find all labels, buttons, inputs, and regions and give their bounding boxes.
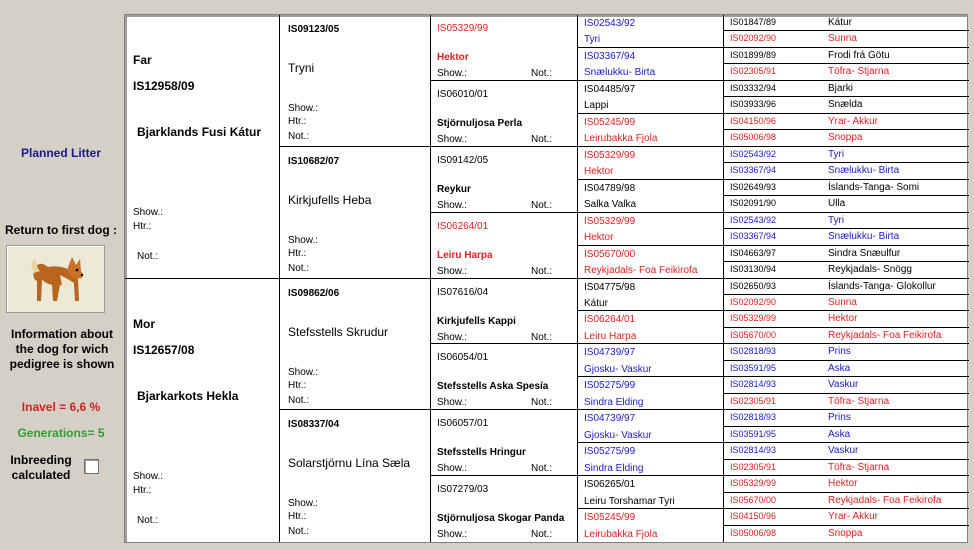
gen4-cell[interactable] [578,81,723,114]
cell-text: IS06010/01 [437,88,489,100]
gen4-cell[interactable] [578,15,723,48]
cell-text: Not.: [531,265,553,277]
cell-text: IS02543/92 [730,214,777,225]
cell-text: IS07279/03 [437,484,489,496]
cell-text: Htr.: [288,511,307,523]
cell-text: Sindra Snæulfur [828,247,901,259]
dog-photo-icon [24,249,88,311]
gen5-cell[interactable] [724,262,969,278]
inbreeding-checkbox[interactable] [84,459,99,474]
gen5-cell[interactable] [724,15,969,31]
cell-text: IS04150/96 [730,115,777,126]
cell-text: Íslands-Tanga- Glokollur [828,280,936,292]
cell-text: IS02092/90 [730,296,777,307]
gen4-cell[interactable] [578,344,723,377]
cell-text: IS09862/06 [288,287,340,299]
cell-text: Not.: [137,251,159,262]
pedigree-table [124,14,968,543]
cell-text: IS12958/09 [133,79,195,93]
cell-text: IS03591/95 [730,362,777,373]
cell-text: Leiru Torshamar Tyri [584,495,675,507]
gen3-cell[interactable] [431,147,577,213]
cell-text: Snoppa [828,132,863,144]
cell-text: Prins [828,346,851,358]
gen5-cell[interactable] [724,180,969,196]
cell-text: Vaskur [828,379,859,391]
cell-text: Snælukku- Birta [828,165,900,177]
generations-value: Generations= 5 [17,426,105,440]
cell-text: IS04663/97 [730,247,777,258]
cell-text: IS05329/99 [584,215,636,227]
cell-text: Htr.: [133,484,152,496]
cell-text: IS02543/92 [730,148,777,159]
gen4-cell[interactable] [578,246,723,279]
cell-text: Hektor [828,313,858,325]
gen5-cell[interactable] [724,443,969,459]
cell-text: IS02818/93 [730,346,777,357]
cell-text: Töfra- Stjarna [828,395,890,407]
cell-text: Snælukku- Birta [828,231,900,243]
cell-text: IS03367/94 [730,165,777,176]
cell-text: Show.: [437,68,468,79]
cell-text: Not.: [531,68,553,79]
cell-text: Hektor [437,52,469,63]
gen5-cell[interactable] [724,196,969,212]
cell-text: IS01899/89 [730,49,777,60]
return-label: Return to first dog : [5,223,117,237]
parent-cell[interactable] [125,279,279,543]
cell-text: Show.: [437,265,468,277]
cell-text: Snælukku- Birta [584,67,656,79]
cell-text: IS06264/01 [584,314,636,326]
gen5-cell[interactable] [724,311,969,327]
cell-text: Snoppa [828,527,863,539]
cell-text: Kirkjufells Kappi [437,315,516,327]
cell-text: IS03130/94 [730,264,777,275]
gen5-cell[interactable] [724,526,969,542]
gen5-cell[interactable] [724,246,969,262]
cell-text: IS12657/08 [133,342,195,357]
grandparent-cell[interactable] [280,147,430,279]
cell-text: IS02305/91 [730,66,777,77]
cell-text: IS02092/90 [730,33,777,44]
cell-text: IS04739/97 [584,347,636,359]
cell-text: Sindra Elding [584,462,644,474]
cell-text: IS04775/98 [584,281,636,293]
grandparent-cell[interactable] [280,15,430,147]
cell-text: Tyri [584,34,601,46]
cell-text: Show.: [288,103,319,114]
gen5-cell[interactable] [724,279,969,295]
gen5-cell[interactable] [724,476,969,492]
cell-text: IS02543/92 [584,18,636,29]
cell-text: Reykur [437,183,471,195]
cell-text: Htr.: [288,116,307,127]
cell-text: Reykjadals- Foa Feikirofa [584,265,698,277]
cell-text: Show.: [288,366,319,378]
cell-text: Leirubakka Fjola [584,528,658,540]
cell-text: Show.: [437,397,468,409]
gen3-cell[interactable] [431,81,577,147]
cell-text: Sunna [828,33,857,45]
gen3-cell[interactable] [431,476,577,542]
gen4-cell[interactable] [578,311,723,344]
gen5-cell[interactable] [724,64,969,80]
cell-text: IS04739/97 [584,413,636,425]
cell-text: Solarstjörnu Lína Sæla [288,456,411,471]
cell-text: IS03933/96 [730,99,777,110]
cell-text: Stefsstells Hringur [437,447,526,459]
gen5-cell[interactable] [724,344,969,360]
cell-text: Show.: [288,234,319,246]
cell-text: IS02650/93 [730,280,777,291]
cell-text: IS05329/99 [730,313,777,324]
cell-text: Show.: [437,133,468,145]
gen4-cell[interactable] [578,180,723,213]
gen5-cell[interactable] [724,31,969,47]
cell-text: IS02649/93 [730,181,777,192]
cell-text: Not.: [531,331,553,343]
cell-text: Leirubakka Fjola [584,133,658,145]
cell-text: Not.: [531,463,553,475]
cell-text: Leiru Harpa [437,249,493,261]
cell-text: Kátur [828,17,852,28]
cell-text: IS02814/93 [730,379,777,390]
cell-text: Ulla [828,198,846,210]
cell-text: IS05670/00 [584,248,636,260]
cell-text: IS04150/96 [730,511,777,522]
generation-3-column [431,15,578,542]
cell-text: Töfra- Stjarna [828,66,890,78]
cell-text: IS05329/99 [730,478,777,489]
cell-text: Show.: [437,331,468,343]
cell-text: Show.: [288,498,319,510]
cell-text: Reykjadals- Foa Feikirofa [828,329,942,341]
cell-text: Hektor [584,232,614,244]
cell-text: IS02305/91 [730,461,777,472]
cell-text: IS03591/95 [730,428,777,439]
cell-text: IS03332/94 [730,82,777,93]
info-text: Information about the dog for wich pedigree is shown [9,327,115,371]
cell-text: IS07616/04 [437,286,489,298]
cell-text: Sindra Elding [584,396,644,408]
gen5-cell[interactable] [724,509,969,525]
cell-text: Bjarki [828,82,854,94]
cell-text: Reykjadals- Snögg [828,264,912,276]
cell-text: IS05329/99 [584,149,636,161]
gen3-cell[interactable] [431,344,577,410]
gen3-cell[interactable] [431,410,577,476]
cell-text: IS09142/05 [437,154,489,166]
cell-text: Aska [828,362,851,374]
cell-text: Htr.: [288,379,307,391]
gen5-cell[interactable] [724,229,969,245]
generation-1-column [125,15,280,542]
gen5-cell[interactable] [724,130,969,146]
cell-text: IS01847/89 [730,17,777,27]
cell-text: IS05670/00 [730,329,777,340]
cell-text: Yrar- Akkur [828,115,879,127]
cell-text: Stjörnuljosa Skogar Panda [437,513,565,525]
cell-text: IS04485/97 [584,83,636,95]
cell-text: Not.: [288,131,310,142]
cell-text: IS05275/99 [584,380,636,392]
gen4-cell[interactable] [578,410,723,443]
generation-4-column [578,15,724,542]
cell-text: Show.: [437,463,468,475]
gen5-cell[interactable] [724,213,969,229]
cell-text: Not.: [531,397,553,409]
gen3-cell[interactable] [431,213,577,279]
cell-text: Stefsstells Skrudur [288,324,389,339]
gen5-cell[interactable] [724,361,969,377]
generation-2-column [280,15,431,542]
return-first-dog-button[interactable] [6,245,105,313]
gen4-cell[interactable] [578,476,723,509]
cell-text: IS05006/98 [730,132,777,143]
grandparent-cell[interactable] [280,410,430,542]
cell-text: Hektor [828,478,858,490]
cell-text: IS08337/04 [288,419,340,431]
cell-text: Not.: [531,529,553,541]
cell-text: Show.: [437,199,468,211]
cell-text: Not.: [137,514,159,526]
cell-text: Not.: [531,199,553,211]
cell-text: Tyri [828,148,845,160]
cell-text: IS05245/99 [584,512,636,524]
cell-text: IS06264/01 [437,220,489,232]
cell-text: Snælda [828,99,863,111]
cell-text: Show.: [437,529,468,541]
cell-text: IS03367/94 [730,231,777,242]
cell-text: Tryni [288,61,315,75]
cell-text: Not.: [531,133,553,145]
cell-text: IS02818/93 [730,412,777,423]
cell-text: Sunna [828,296,857,308]
planned-litter-link[interactable]: Planned Litter [20,146,101,160]
cell-text: Not.: [288,262,310,274]
cell-text: IS02091/90 [730,198,777,209]
inbreeding-value: Inavel = 6,6 % [21,400,101,414]
gen5-cell[interactable] [724,493,969,509]
cell-text: Htr.: [133,221,152,232]
gen5-cell[interactable] [724,410,969,426]
cell-text: Stefsstells Aska Spesía [437,381,549,393]
gen5-cell[interactable] [724,114,969,130]
cell-text: Tyri [828,214,845,226]
parent-cell[interactable] [125,15,279,279]
cell-text: IS02305/91 [730,395,777,406]
gen5-cell[interactable] [724,97,969,113]
gen5-cell[interactable] [724,147,969,163]
gen4-cell[interactable] [578,48,723,81]
gen5-cell[interactable] [724,81,969,97]
gen4-cell[interactable] [578,279,723,312]
cell-text: IS05329/99 [437,23,489,34]
gen5-cell[interactable] [724,163,969,179]
cell-text: Salka Valka [584,199,637,211]
cell-text: Far [133,53,152,67]
gen4-cell[interactable] [578,213,723,246]
cell-text: Show.: [133,470,164,482]
cell-text: Töfra- Stjarna [828,461,890,473]
cell-text: IS10682/07 [288,155,340,167]
gen5-cell[interactable] [724,460,969,476]
cell-text: IS06265/01 [584,479,636,491]
cell-text: Not.: [288,526,310,538]
cell-text: Frodi frá Götu [828,49,890,61]
gen5-cell[interactable] [724,427,969,443]
gen5-cell[interactable] [724,295,969,311]
cell-text: Stjörnuljosa Perla [437,117,523,129]
cell-text: IS05006/98 [730,527,777,538]
gen5-cell[interactable] [724,328,969,344]
cell-text: Kirkjufells Heba [288,192,372,207]
gen5-cell[interactable] [724,48,969,64]
cell-text: Yrar- Akkur [828,511,879,523]
cell-text: IS03367/94 [584,50,636,62]
cell-text: Show.: [133,207,164,218]
cell-text: Prins [828,412,851,424]
inbreeding-label: Inbreeding calculated [10,453,72,482]
cell-text: Bjarkarkots Hekla [137,388,239,403]
gen3-cell[interactable] [431,15,577,81]
cell-text: Vaskur [828,445,859,457]
gen5-cell[interactable] [724,394,969,410]
cell-text: Not.: [288,394,310,406]
cell-text: Bjarklands Fusi Kátur [137,125,262,139]
cell-text: IS06054/01 [437,352,489,364]
gen4-cell[interactable] [578,509,723,542]
cell-text: Htr.: [288,247,307,259]
cell-text: IS05670/00 [730,494,777,505]
gen5-cell[interactable] [724,377,969,393]
grandparent-cell[interactable] [280,279,430,411]
cell-text: IS02814/93 [730,445,777,456]
cell-text: Leiru Harpa [584,330,637,342]
cell-text: Aska [828,428,851,440]
gen4-cell[interactable] [578,147,723,180]
cell-text: Íslands-Tanga- Somi [828,181,920,193]
cell-text: IS05275/99 [584,446,636,458]
cell-text: IS06057/01 [437,418,489,430]
cell-text: IS09123/05 [288,24,340,35]
generation-5-column [724,15,969,542]
gen4-cell[interactable] [578,114,723,147]
cell-text: IS05245/99 [584,116,636,128]
cell-text: Gjosku- Vaskur [584,363,652,375]
cell-text: Mor [133,316,155,331]
cell-text: Gjosku- Vaskur [584,429,652,441]
gen4-cell[interactable] [578,443,723,476]
cell-text: Lappi [584,100,609,112]
cell-text: IS04789/98 [584,182,636,194]
gen4-cell[interactable] [578,377,723,410]
cell-text: Reykjadals- Foa Feikirofa [828,494,942,506]
cell-text: Kátur [584,297,608,309]
left-panel [0,0,122,550]
gen3-cell[interactable] [431,279,577,345]
cell-text: Hektor [584,166,614,178]
